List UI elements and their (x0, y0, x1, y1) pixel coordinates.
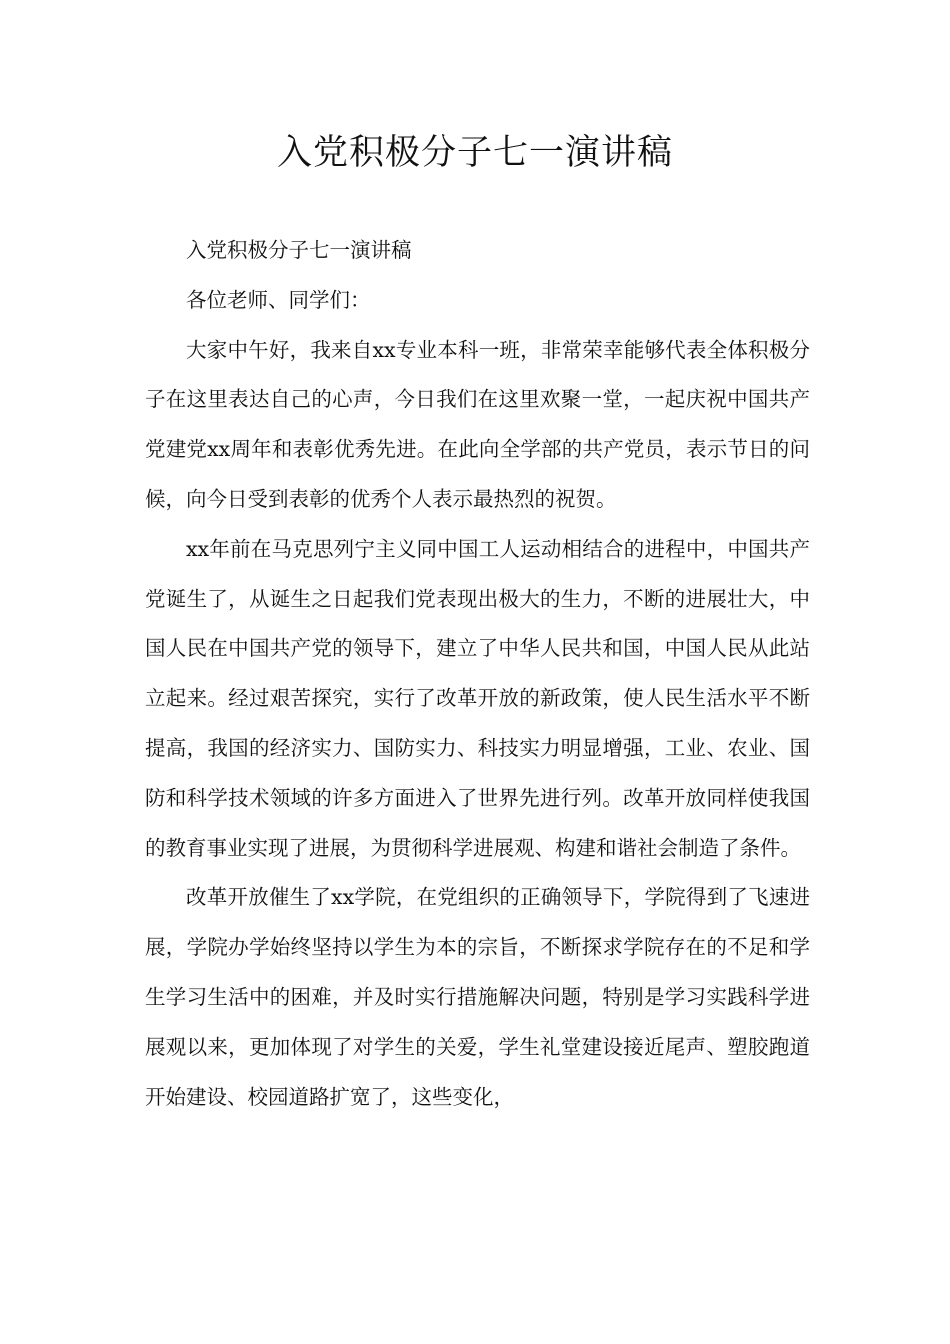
page-title: 入党积极分子七一演讲稿 (276, 133, 673, 173)
document-body (145, 226, 810, 1122)
paragraph-subtitle: 入党积极分子七一演讲稿 (186, 238, 412, 262)
paragraph-salutation: 各位老师、同学们： (186, 287, 371, 312)
paragraph-greeting: 大家中午好，我来自xx专业本科一班，非常荣幸能够代表全体积极分子在这里表达自己的心声，今日我们在这里欢聚一堂，一起庆祝中国共产党建党xx周年和表彰优秀先进。在此向全学部的共产党员，表示节日的问候，向今日受到表彰的优秀个人表示最热烈的祝贺。 (145, 337, 810, 511)
paragraph-college: 改革开放催生了xx学院，在党组织的正确领导下，学院得到了飞速进展，学院办学始终坚持以学生为本的宗旨，不断探求学院存在的不足和学生学习生活中的困难，并及时实行措施解决问题，特别是学习实践科学进展观以来，更加体现了对学生的关爱，学生礼堂建设接近尾声、塑胶跑道开始建设、校园道路扩宽了，这些变化， (145, 885, 810, 1109)
paragraph-history: xx年前在马克思列宁主义同中国工人运动相结合的进程中，中国共产党诞生了，从诞生之日起我们党表现出极大的生力，不断的进展壮大，中国人民在中国共产党的领导下，建立了中华人民共和国，中国人民从此站立起来。经过艰苦探究，实行了改革开放的新政策，使人民生活水平不断提高，我国的经济实力、国防实力、科技实力明显增强，工业、农业、国防和科学技术领域的许多方面进入了世界先进行列。改革开放同样使我国的教育事业实现了进展，为贯彻科学进展观、构建和谐社会制造了条件。 (145, 536, 810, 860)
